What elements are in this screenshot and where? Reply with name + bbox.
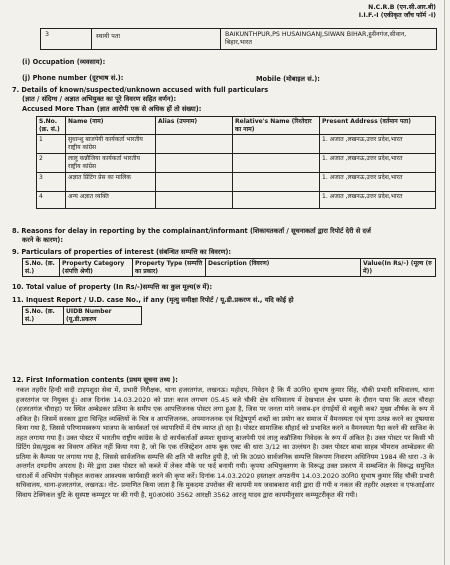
col-alias: Alias (उपनाम) — [156, 117, 233, 135]
section7-subtitle: (ज्ञात / संदिग्ध / अज्ञात अभियुक्त का पूरे विवरण सहित वर्णन): — [22, 95, 177, 103]
accused-alias — [156, 135, 233, 154]
address-line1: BAIKUNTHPUR,PS HUSAINGANJ,SIWAN BIHAR,हुसैनगंज,सीवान, — [225, 31, 407, 38]
accused-alias — [156, 154, 233, 173]
occupation-label: (i) Occupation (व्यवसाय): — [22, 58, 106, 66]
col-description: Description (विवरण) — [206, 259, 361, 277]
col-category: Property Category (संपत्ति श्रेणी) — [60, 259, 133, 277]
accused-relative — [233, 173, 320, 192]
accused-relative — [233, 135, 320, 154]
col-sno: S.No.(क्र. सं.) — [37, 117, 66, 135]
address-table-row — [40, 28, 437, 50]
accused-more-label: Accused More Than (ज्ञात आरोपी एक से अधिक हों तो संख्या): — [22, 105, 202, 113]
accused-alias — [156, 192, 233, 209]
accused-table-header — [37, 117, 436, 135]
col-name: Name (नाम) — [66, 117, 156, 135]
inquest-table — [22, 306, 142, 325]
address-value — [221, 29, 436, 49]
accused-name: सुधान्शु बाजपेयी कार्यकर्ता भारतीय राष्ट्रीय कांग्रेस — [66, 135, 156, 154]
fir-contents-text: नकल तहरीर हिन्दी वादी टाइपशुदा सेवा में, प्रभारी निरीक्षक, थाना हजरतगंज, लखनऊ। महोदय, निवेदन है कि मैं उ0नि0 सुभाष कुमार सिंह, चौकी प्रभारी सचिवालय, थाना हजरतगंज पर नियुक्त हूं। आज दिनांक 14.03.2020 को प्रातः काल लगभग 05.45 बजे चौकी क्षेत्र सचिवालय में देखभाल क्षेत्र भ्रमण के दौरान पाया कि अटल चौराहा (हजरतगंज चौराहा) पर स्थित अम्बेडकर प्रतिमा के समीप एक आपत्तिजनक पोस्टर लगा हुआ है, जिस पर जनता मांगे जवाब-इन दंगाईयों से वसूली कब? मुख्य शीर्षक के रूप में अंकित है। जिसमें सरकार द्वारा चिन्हित व्यक्तियों के चित्र व आपत्तिजनक, अपमानजनक एवं विद्वेषपूर्ण शब्दों का प्रयोग कर समाज में वैमनस्यता एवं घृणा उत्पन्न करने का दुष्प्रयास किया गया है, जिससे परिणामस्वरूप भाजपा के कार्यकर्ता एवं व्यापारियों में रोष व्याप्त हो रहा है। पोस्टर सामाजिक सौहार्द को प्रभावित करने व वैमनस्यता पैदा करने की साजिश के तहत लगाया गया है। उक्त पोस्टर में भारतीय राष्ट्रीय कांग्रेस के दो कार्यकर्ताओं क्रमशः सुधान्शु बाजपेयी एवं लालु कन्नौजिया निवेदक के रूप में अंकित है। उक्त पोस्टर पर किसी भी प्रिंटिंग प्रेस/मुद्रक का विवरण अंकित नहीं किया गया है, जो कि एक रजिस्ट्रेशन आफ बुक एक्ट की धारा 3/12 का उल्लंघन है। उक्त पोस्टर बाबा साहब भीमराव आम्बेडकर की प्रतिमा के कैम्पस पर लगाया गया है, जिससे सार्वजनिक सम्पत्ति की क्षति भी कारित हुयी है, जो कि उ0प्र0 सार्वजनिक सम्पत्ति विरूपण निवारण अधिनियम 1984 की धारा -3 के अन्तर्गत दण्डनीय अपराध है। मेरे द्वारा उक्त पोस्टर को कब्जे में लेकर मौके पर फर्द बनायी गयी। कृपया अभियुक्तगण के विरूद्ध उक्त प्रकरण में सम्बन्धित के विरूद्ध समुचित धाराओं में अभियोग पंजीकृत कराकर आवश्यक कार्यवाही करने की कृपा करें। दिनांक 14.03.2020 हस्ताक्षर अपठनीय 14.03.2020 उ0नि0 सुभाष कुमार सिंह चौकी प्रभारी सचिवालय, थाना-हजरतगंज, लखनऊ। नोट- प्रमाणित किया जाता है कि मुकदमा उपरोक्त की कायमी मय जवाबकारा वादी द्वारा दी गयी व नकल की तहरीर अक्षरशः व एफआईआर सिवाय टेक्निकल त्रुटि के सुस्पष्ट कम्प्यूटर पर की गयी है, मु0अ0सं0 3562 आरक्षी 3562 आरजु यादव द्वारा कायमीनुसार कम्प्यूटरीकृत की गयी। — [16, 386, 434, 500]
phone-label: (j) Phone number (दूरभाष सं.): — [22, 74, 124, 82]
col-sno: S.No. (क्र. सं.) — [23, 307, 64, 325]
accused-relative — [233, 192, 320, 209]
col-relative: Relative's Name (रिश्तेदार का नाम) — [233, 117, 320, 135]
table-row — [37, 135, 436, 154]
accused-relative — [233, 154, 320, 173]
section10-title: 10. Total value of property (In Rs/-)सम्पत्ति का कुल मूल्य(रु में): — [12, 283, 213, 291]
accused-address: 1. अजात ,लखनऊ,उत्तर प्रदेश,भारत — [320, 173, 436, 192]
table-row — [37, 192, 436, 209]
property-table-header — [23, 259, 436, 277]
accused-alias — [156, 173, 233, 192]
accused-address: 1. अजात ,लखनऊ,उत्तर प्रदेश,भारत — [320, 154, 436, 173]
section7-title: 7. Details of known/suspected/unknown accused with full particulars — [12, 86, 269, 94]
col-sno: S.No. (क्र. सं.) — [23, 259, 60, 277]
address-line2: बिहार,भारत — [225, 39, 253, 46]
accused-name: अज्ञात प्रिंटिंग प्रेस का मालिक — [66, 173, 156, 192]
section8-line2: करने के कारण): — [22, 236, 63, 244]
address-type: स्थायी पता — [92, 29, 221, 49]
fir-contents — [16, 386, 434, 501]
section11-title: 11. Inquest Report / U.D. case No., if any (मृत्यु समीक्षा रिपोर्ट / यू.डी.प्रकरण सं., यदि कोई हो — [12, 296, 294, 304]
section9-title: 9. Particulars of properties of interest (संबन्धित सम्पत्ति का विवरण): — [12, 248, 232, 256]
accused-name: लालु कन्नौजिया कार्यकर्ता भारतीय राष्ट्रीय कांग्रेस — [66, 154, 156, 173]
accused-sno: 3 — [37, 173, 66, 192]
accused-address: 1. अजात ,लखनऊ,उत्तर प्रदेश,भारत — [320, 192, 436, 209]
section8-line1: 8. Reasons for delay in reporting by the complainant/informant (शिकायतकर्ता / सूचनाकर्ता द्वारा रिपोर्ट देरी से दर्ज — [12, 227, 371, 235]
form-code-line1: N.C.R.B (एन.सी.आर.बी) — [368, 4, 436, 11]
accused-sno: 2 — [37, 154, 66, 173]
accused-name: अन्य अज्ञात व्यक्ति — [66, 192, 156, 209]
col-uidb: UIDB Number (यू.डी.प्रकरण — [64, 307, 142, 325]
property-table — [22, 258, 436, 277]
col-type: Property Type (सम्पत्ति का प्रकार) — [133, 259, 206, 277]
accused-table — [36, 116, 436, 209]
section12-title: 12. First Information contents (प्रथम सूचना तथ्य ): — [12, 376, 178, 384]
accused-sno: 1 — [37, 135, 66, 154]
inquest-table-header — [23, 307, 142, 325]
address-serial: 3 — [41, 29, 92, 49]
col-address: Present Address (वर्तमान पता) — [320, 117, 436, 135]
accused-address: 1. अजात ,लखनऊ,उत्तर प्रदेश,भारत — [320, 135, 436, 154]
table-row — [37, 154, 436, 173]
page-edge-shadow — [444, 0, 445, 565]
col-value: Value(In Rs/-) (मूल्य (रु में)) — [361, 259, 436, 277]
mobile-label: Mobile (मोबाइल सं.): — [256, 75, 320, 83]
table-row — [37, 173, 436, 192]
form-code-line2: I.I.F.-I (एकीकृत जाँच फॉर्म -I) — [358, 12, 436, 19]
accused-sno: 4 — [37, 192, 66, 209]
